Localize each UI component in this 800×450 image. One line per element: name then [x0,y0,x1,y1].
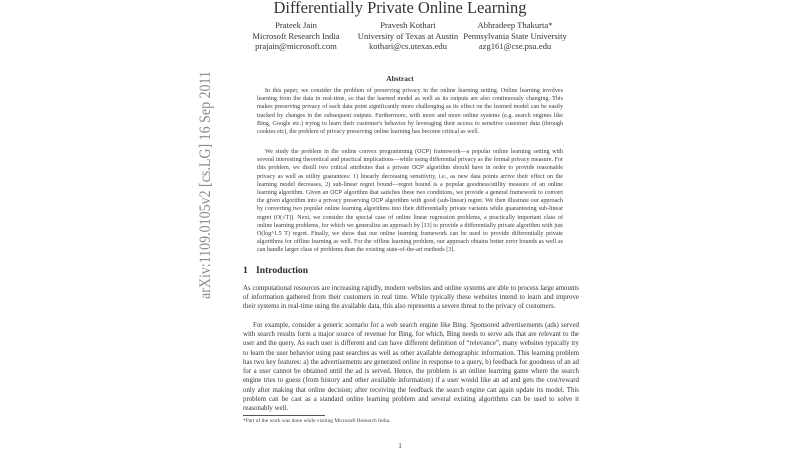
author-name: Prateek Jain [275,20,317,30]
abstract-text: algorithm should have in order to provide reasonable privacy as well as utility guarantees: 1) linearly decreasing sensitivity, i.e., as new data points arrive their effect on the learning model decreases, 2) sub-linear regret bound—regret bound is a popular goodness/utility measure of an online learning algorithm. Given an [257,165,563,196]
author-block [0,20,800,52]
paper-title: Differentially Private Online Learning [273,0,527,17]
intro-paragraph-2 [243,321,579,413]
abstract-text: ) framework—a popular online learning setting with several interesting theoretical and practical implications—while using differential privacy as the formal privacy measure. For this problem, we distill two critical attributes that a private [257,149,563,172]
page-number: 1 [398,442,402,450]
abstract-paragraph-1: In this paper, we consider the problem of preserving privacy in the online learning setting. Online learning involves learning from the data in real-time, so that the learned model as well as its outputs are also continuously changing. This makes preserving privacy of each data point significantly more challenging as its effect on the learned model can be easily tracked by changes in the subsequent outputs. Furthermore, with more and more online systems (e.g. search engines like Bing, Google etc.) trying to learn their customer's behavior by leveraging their access to sensitive customer data (through cookies etc), the problem of privacy preserving online learning has become critical as well. [257,88,563,135]
footnote-divider [243,415,325,416]
intro-paragraph-1: As computational resources are increasing rapidly, modern websites and online systems are able to process large amounts of information gathered from their customers in real time. While typically these websites intend to learn and improve their systems in real-time using the available data, this also represents a severe threat to the privacy of customers. [243,285,579,311]
author-email: azg161@cse.psu.edu [478,41,552,52]
intro-text: in response to a query, b) feedback for goodness of an ad for a user cannot be obtained until the ad is served. Hence, the problem is an online learning game where the search engine tries to guess (from history and other available information) if a user would like an ad and gets the cost/reward only after making that online decision; after receiving the feedback the search engine can again update its model. This problem can be cast as a standard online learning problem and several existing algorithms can be used to solve it reasonably well. [243,358,579,412]
abstract-heading: Abstract [386,74,414,83]
author-name: Abhradeep Thakurta* [477,20,553,30]
arxiv-stamp-text: arXiv:1109.0105v2 [cs.LG] 16 Sep 2011 [197,46,214,299]
author-affiliation: Microsoft Research India [252,30,340,41]
intro-emphasis: online [402,358,420,366]
arxiv-stamp [196,46,216,300]
author-email: prajain@microsoft.com [255,41,337,52]
author-affiliation: University of Texas at Austin [357,30,459,41]
abstract-text: We study the problem in the online convex programming ( [265,149,418,155]
section-number: 1 [243,265,248,276]
author-3 [415,20,615,52]
section-title: Introduction [256,265,309,276]
author-email: kothari@cs.utexas.edu [368,41,448,52]
ocp-term: OCP [417,149,430,155]
abstract-paragraph-2 [257,148,563,254]
author-name: Pravesh Kothari [380,20,436,30]
author-affiliation: Pennsylvania State University [463,30,567,41]
abstract-text: algorithm that satisfies these two conditions, we provide a general framework to convert the given algorithm into a privacy preserving [257,189,563,205]
footnote: *Part of the work was done while visiting Microsoft Research India. [243,418,391,424]
intro-text: For example, consider a generic scenario for a web search engine like Bing. Sponsored advertisements (ads) served with search results form a major source of revenue for Bing, for which, Bing needs to serve ads that are relevant to the user and the query. As each user is different and can have different definition of “relevance”, many websites typically try to learn the user behavior using past searches as well as other available demographic information. This learning problem has two key features: a) the advertisements are generated [243,322,579,366]
ocp-term: OCP [330,189,343,196]
section-heading [243,265,308,276]
ocp-term: OCP [411,165,424,172]
ocp-term: OCP [371,198,384,205]
abstract-text: algorithm with good (sub-linear) regret. We then illustrate our approach by converting two popular online learning algorithms into their differentially private variants while guaranteeing sub-linear regret (O(√T)). Next, we consider the special case of online linear regression problems, a practically important class of online learning problems, for which we generalize an approach by [13] to provide a differentially private algorithm with just O(log^1.5 T) regret. Finally, we show that our online learning framework can be used to provide differentially private algorithms for offline learning as well. For the offline learning problem, our approach obtains better error bounds as well as can handle larger class of problems than the existing state-of-the-art methods [3]. [257,198,563,254]
